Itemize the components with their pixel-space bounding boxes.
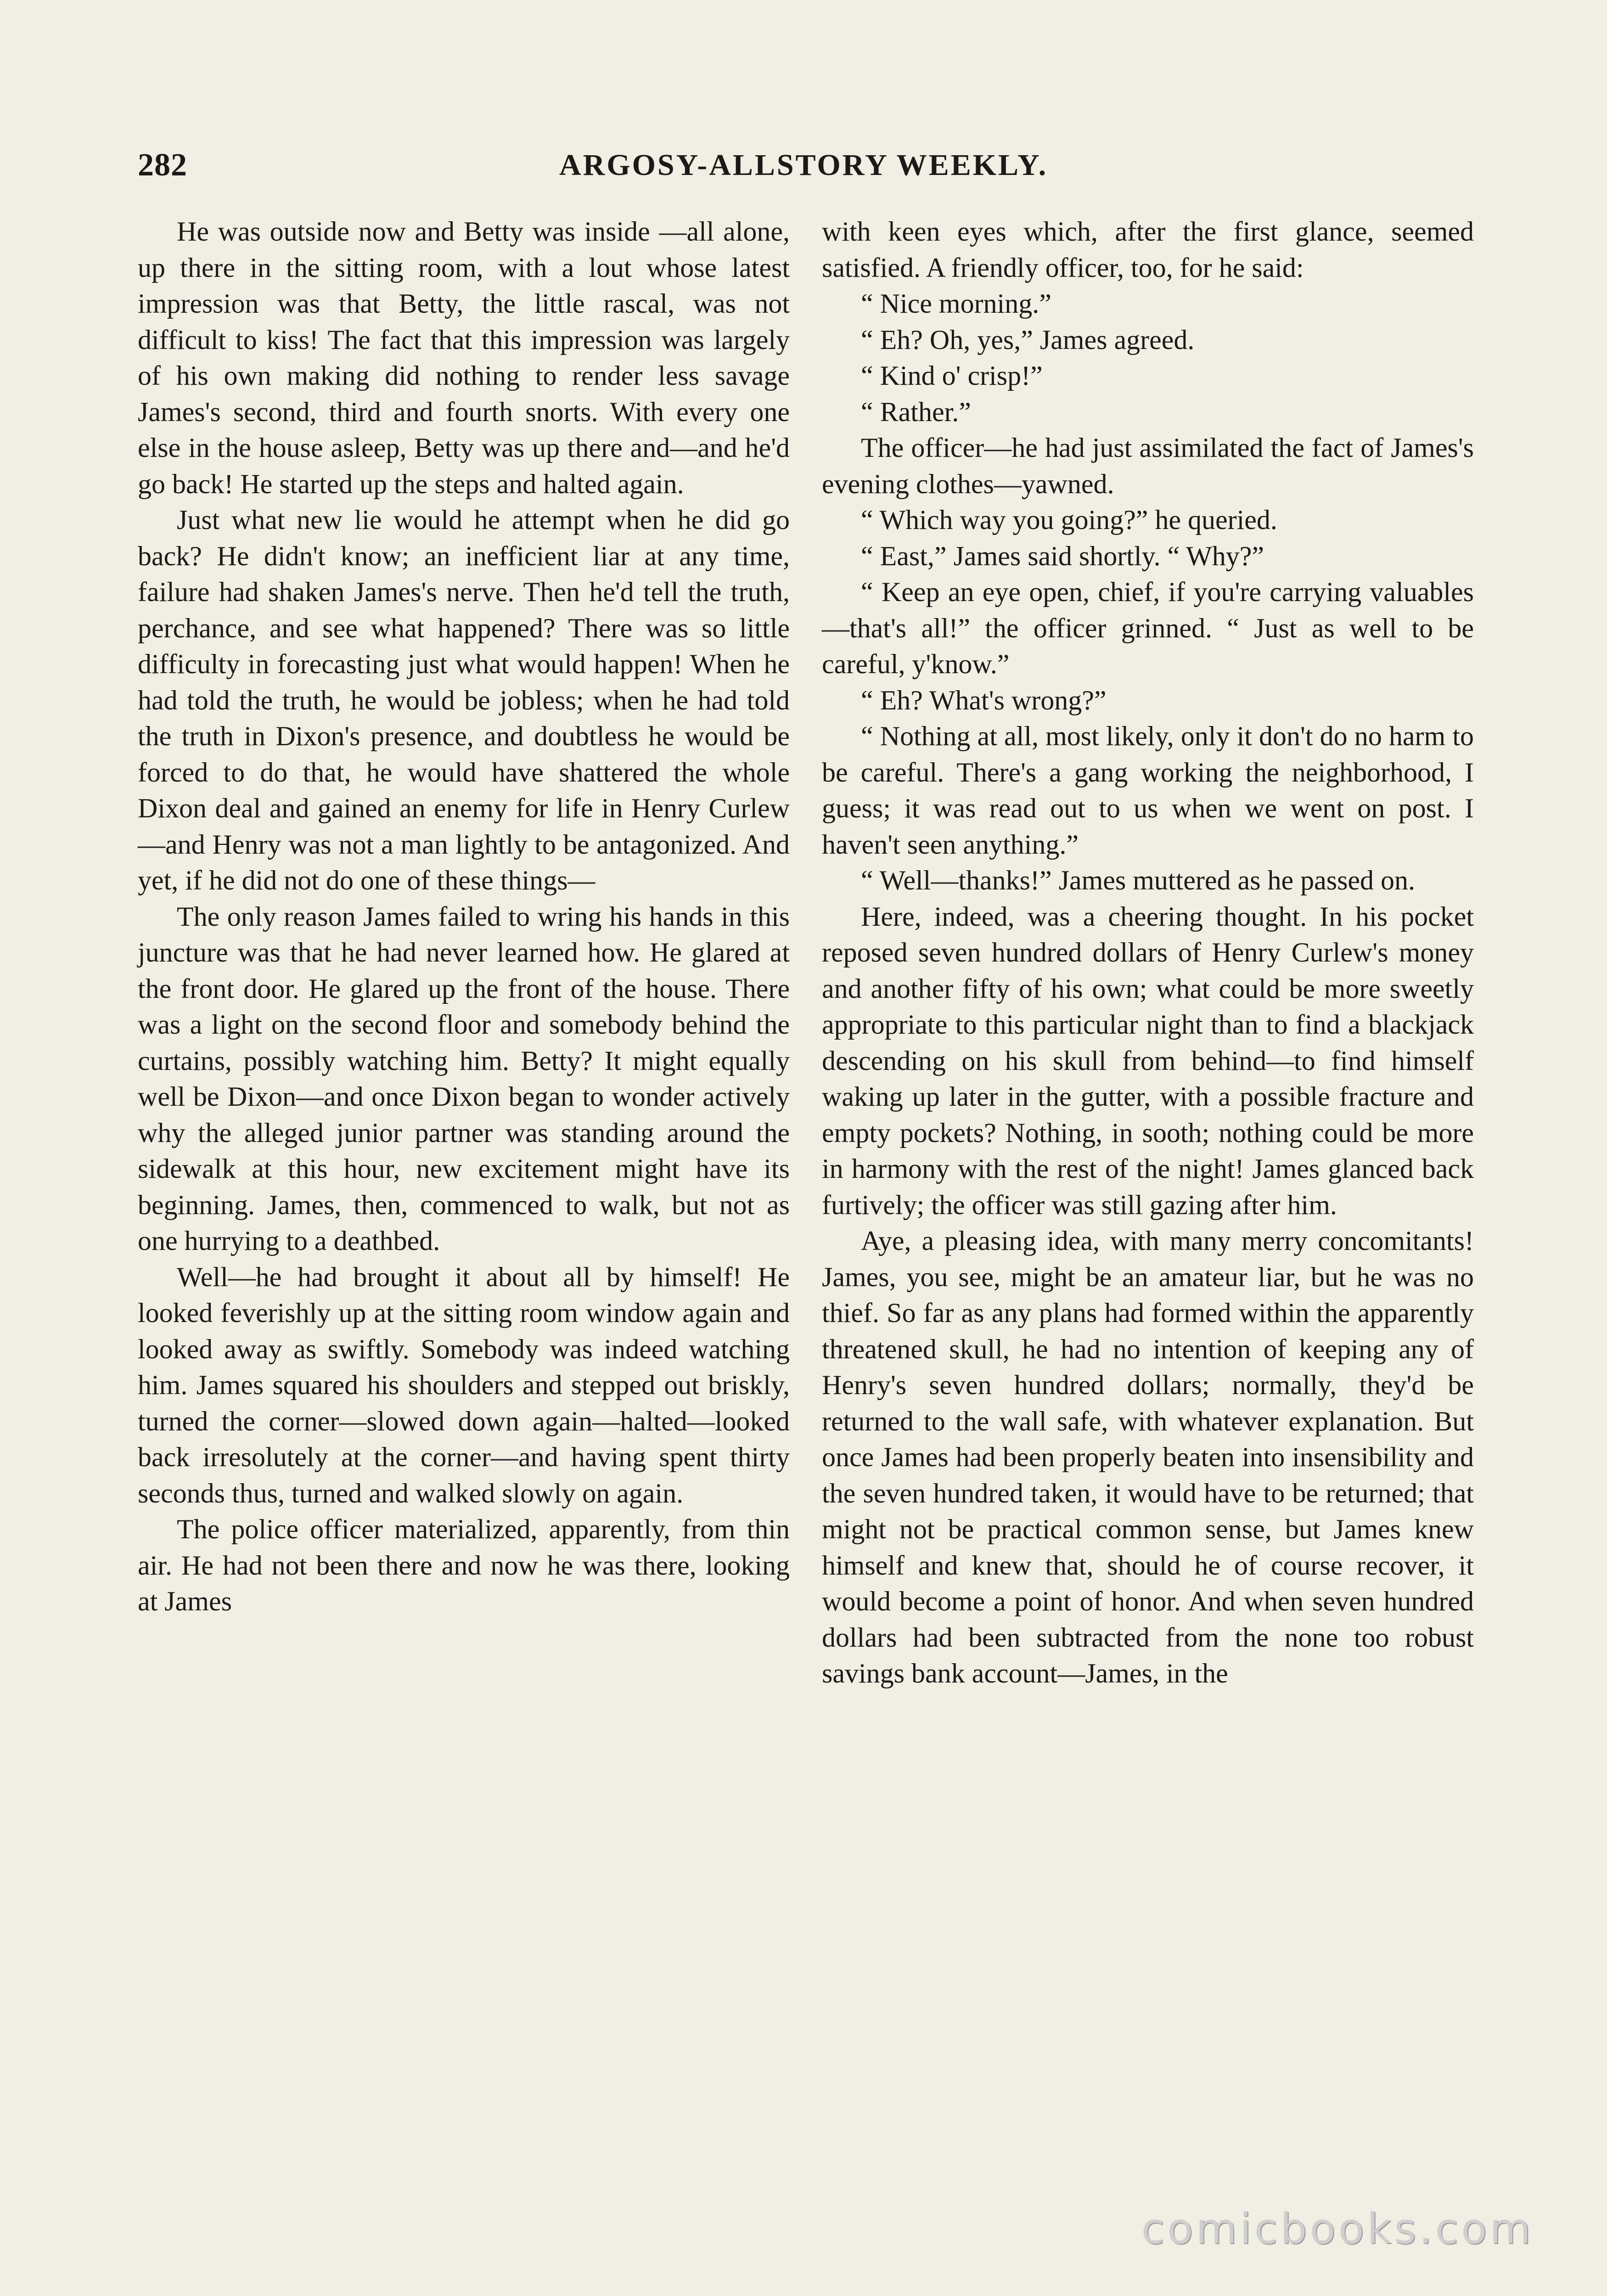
- dialogue-line: “ Which way you going?” he queried.: [861, 505, 1277, 535]
- dialogue-line: “ Eh? Oh, yes,” James agreed.: [861, 324, 1195, 355]
- dialogue-line: “ Kind o' crisp!”: [861, 360, 1043, 391]
- paragraph: Well—he had brought it about all by himself! He looked feverishly up at the sitting room window again and looked away as swiftly. Somebody was indeed watching him. James squared his shoulders and stepped out briskly, turned the corner—slowed down again—halted—looked back irresolutely at the corner—and having spent thirty seconds thus, turned and walked slowly on again.: [138, 1261, 790, 1508]
- page-header: [138, 138, 1469, 193]
- left-column: [138, 214, 790, 1620]
- paragraph: The officer—he had just assimilated the fact of James's evening clothes—yawned.: [822, 433, 1474, 499]
- paragraph: Just what new lie would he attempt when he did go back? He didn't know; an inefficient liar at any time, failure had shaken James's nerve. Then he'd tell the truth, perchance, and see what happened? There was so little difficulty in forecasting just what would happen! When he had told the truth, he would be jobless; when he had told the truth in Dixon's presence, and doubtless he would be forced to do that, he would have shattered the whole Dixon deal and gained an enemy for life in Henry Curlew—and Henry was not a man lightly to be antagonized. And yet, if he did not do one of these things—: [138, 505, 790, 895]
- dialogue-line: “ Well—thanks!” James muttered as he passed on.: [861, 865, 1416, 895]
- dialogue-line: “ East,” James said shortly. “ Why?”: [861, 540, 1264, 571]
- dialogue-line: “ Nice morning.”: [861, 288, 1051, 319]
- paragraph: Here, indeed, was a cheering thought. In his pocket reposed seven hundred dollars of Henry Curlew's money and another fifty of his own; what could be more sweetly appropriate to this particular night than to find a blackjack descending on his skull from behind—to find himself waking up later in the gutter, with a possible fracture and empty pockets? Nothing, in sooth; nothing could be more in harmony with the rest of the night! James glanced back furtively; the officer was still gazing after him.: [822, 901, 1474, 1220]
- paragraph: The police officer materialized, apparently, from thin air. He had not been there and now he was there, looking at James: [138, 1514, 790, 1616]
- paragraph: with keen eyes which, after the first glance, seemed satisfied. A friendly officer, too, for he said:: [822, 216, 1474, 283]
- dialogue-line: “ Rather.”: [861, 396, 971, 427]
- dialogue-line: “ Keep an eye open, chief, if you're carrying valuables—that's all!” the officer grinned. “ Just as well to be careful, y'know.”: [822, 577, 1474, 679]
- watermark-logo: comicbooks.com: [1141, 2204, 1534, 2253]
- paragraph: He was outside now and Betty was inside —all alone, up there in the sitting room, with a lout whose latest impression was that Betty, the little rascal, was not difficult to kiss! The fact that this impression was largely of his own making did nothing to render less savage James's second, third and fourth snorts. With every one else in the house asleep, Betty was up there and—and he'd go back! He started up the steps and halted again.: [138, 216, 790, 499]
- running-title: ARGOSY-ALLSTORY WEEKLY.: [559, 148, 1048, 182]
- dialogue-line: “ Eh? What's wrong?”: [861, 685, 1107, 715]
- page-number: 282: [138, 147, 187, 183]
- paragraph: The only reason James failed to wring his hands in this juncture was that he had never learned how. He glared at the front door. He glared up the front of the house. There was a light on the second floor and somebody behind the curtains, possibly watching him. Betty? It might equally well be Dixon—and once Dixon began to wonder actively why the alleged junior partner was standing around the sidewalk at this hour, new excitement might have its beginning. James, then, commenced to walk, but not as one hurrying to a deathbed.: [138, 901, 790, 1256]
- right-column: [822, 214, 1474, 1692]
- dialogue-line: “ Nothing at all, most likely, only it don't do no harm to be careful. There's a gang working the neighborhood, I guess; it was read out to us when we went on post. I haven't seen anything.”: [822, 721, 1474, 860]
- paragraph: Aye, a pleasing idea, with many merry concomitants! James, you see, might be an amateur liar, but he was no thief. So far as any plans had formed within the apparently threatened skull, he had no intention of keeping any of Henry's seven hundred dollars; normally, they'd be returned to the wall safe, with whatever explanation. But once James had been properly beaten into insensibility and the seven hundred taken, it would have to be returned; that might not be practical common sense, but James knew himself and knew that, should he of course recover, it would become a point of honor. And when seven hundred dollars had been subtracted from the none too robust savings bank account—James, in the: [822, 1226, 1474, 1688]
